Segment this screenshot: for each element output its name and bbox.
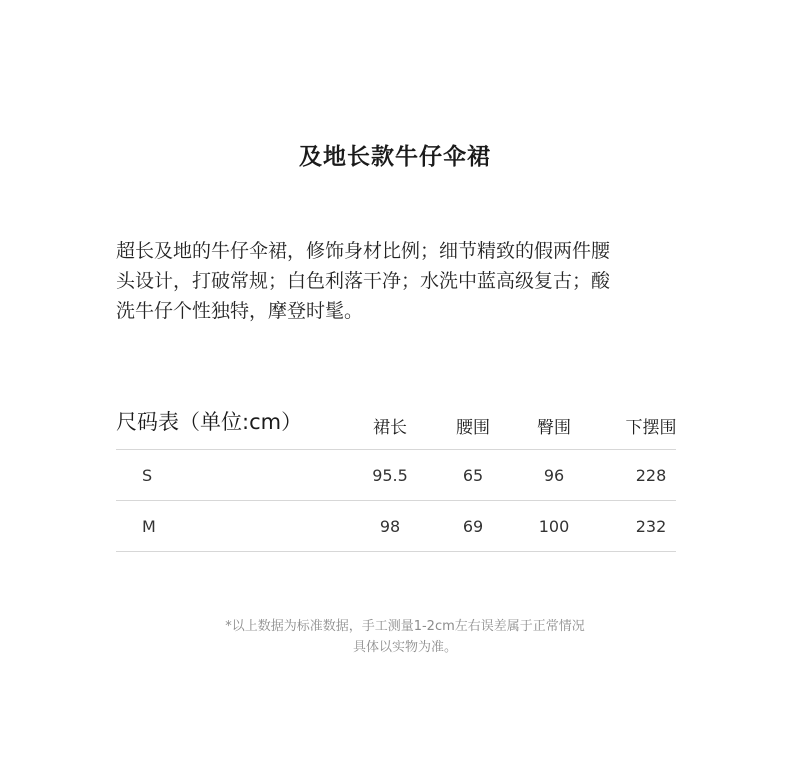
page-title: 及地长款牛仔伞裙 [299,144,491,170]
size-label: M [142,517,156,536]
product-description [116,236,686,326]
size-table [116,400,676,552]
table-cell: 96 [543,466,565,485]
size-table-header [116,400,676,450]
table-cell: 95.5 [372,466,408,485]
size-table-title: 尺码表（单位:cm） [116,410,303,434]
description-line: 洗牛仔个性独特，摩登时髦。 [116,300,364,322]
note-line: 具体以实物为准。 [352,640,457,655]
table-cell: 232 [635,517,667,536]
column-header-waist: 腰围 [456,418,490,438]
table-cell: 100 [538,517,570,536]
column-header-skirt-length: 裙长 [373,418,407,438]
description-line: 超长及地的牛仔伞裙，修饰身材比例；细节精致的假两件腰 [116,240,611,262]
table-row [116,501,676,552]
measurement-note [0,616,790,658]
note-line: *以上数据为标准数据，手工测量1-2cm左右误差属于正常情况 [225,619,585,634]
table-cell: 98 [379,517,401,536]
column-header-hip: 臀围 [537,418,571,438]
description-line: 头设计，打破常规；白色利落干净；水洗中蓝高级复古；酸 [116,270,611,292]
table-cell: 69 [462,517,484,536]
size-label: S [142,466,153,485]
table-cell: 65 [462,466,484,485]
column-header-hem: 下摆围 [625,418,677,438]
table-cell: 228 [635,466,667,485]
table-row [116,450,676,501]
